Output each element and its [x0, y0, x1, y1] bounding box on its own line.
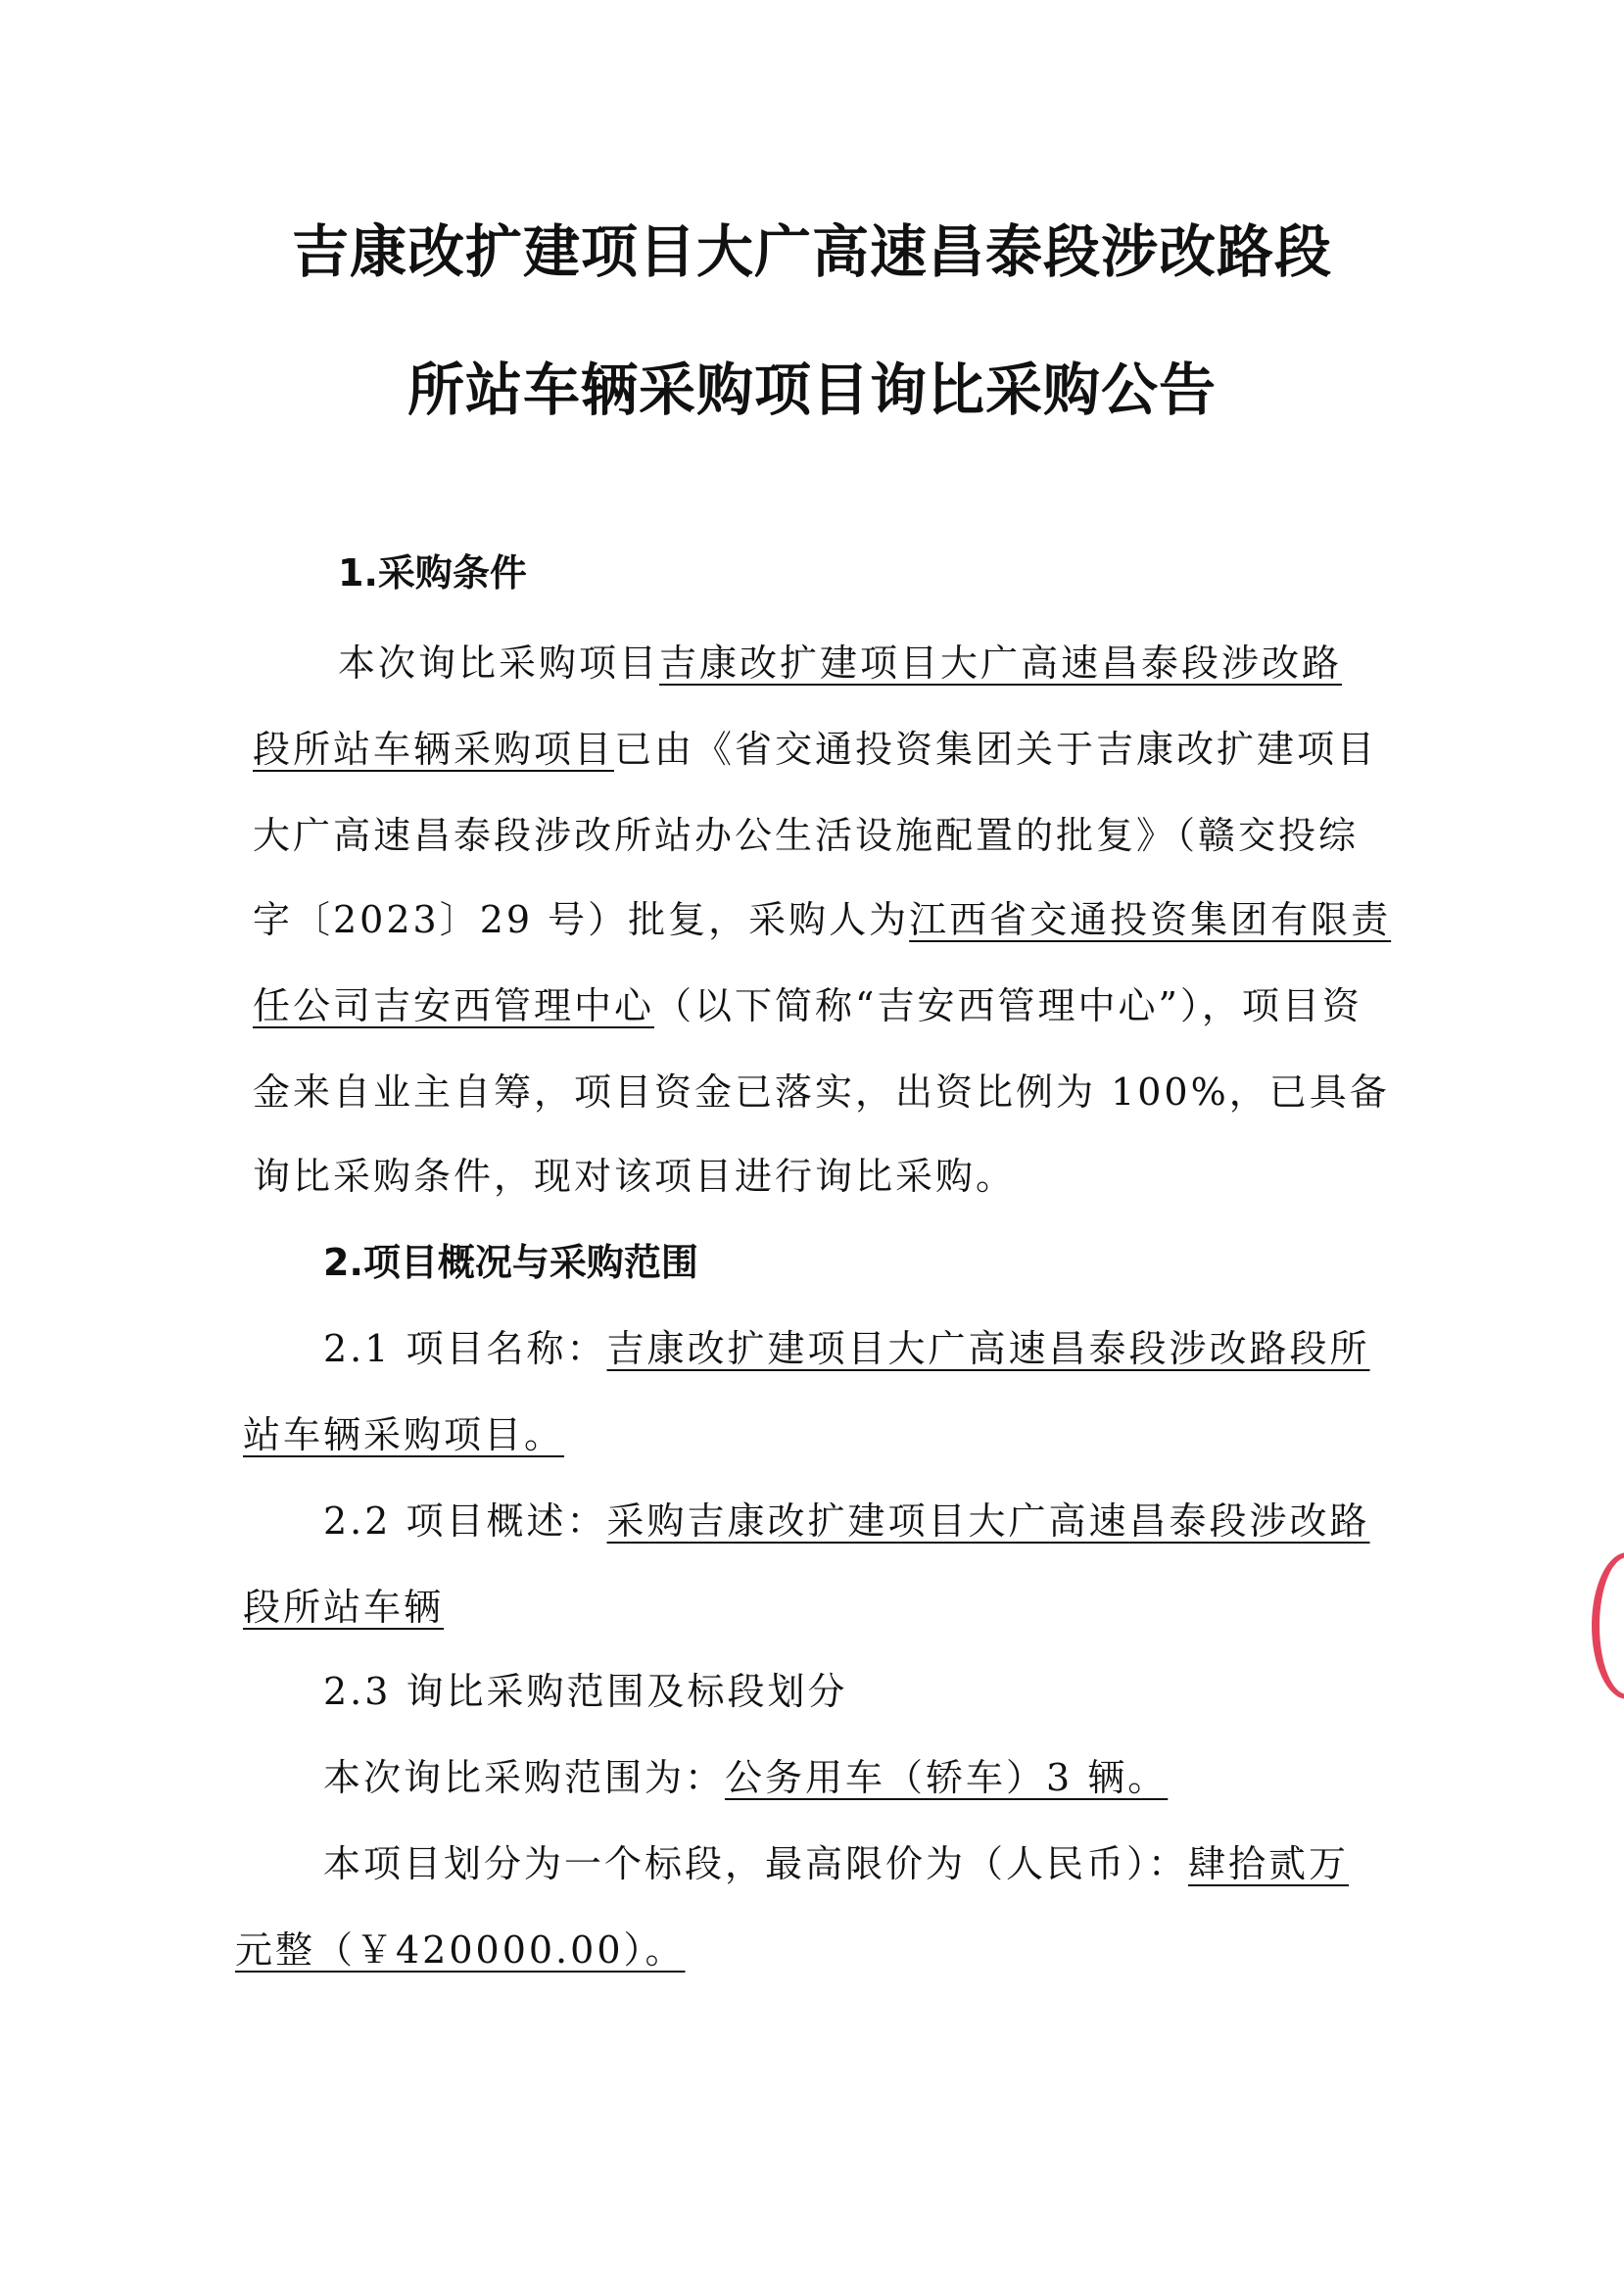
item-2-1-line-2 — [243, 1410, 564, 1459]
item-2-2-line-2 — [243, 1583, 444, 1632]
text-segment: （以下简称“吉安西管理中心”），项目资 — [654, 984, 1362, 1027]
purchaser-underlined-cont: 任公司吉安西管理中心 — [253, 984, 655, 1027]
item-2-1-line-1 — [323, 1324, 1370, 1373]
text-segment: 本项目划分为一个标段，最高限价为（人民币）： — [323, 1842, 1189, 1885]
item-2-3: 2.3 询比采购范围及标段划分 — [323, 1670, 848, 1713]
paragraph-1-line-7: 询比采购条件，现对该项目进行询比采购。 — [253, 1155, 1017, 1198]
price-limit-value-cont: 元整（￥420000.00）。 — [235, 1928, 686, 1972]
paragraph-1-line-2 — [253, 725, 1377, 774]
text-segment: 本次询比采购范围为： — [323, 1756, 726, 1799]
section-1-heading: 1.采购条件 — [338, 551, 527, 595]
project-overview-value-cont: 段所站车辆 — [243, 1586, 445, 1629]
project-overview-value: 采购吉康改扩建项目大广高速昌泰段涉改路 — [606, 1499, 1370, 1543]
price-limit-line-2 — [235, 1926, 686, 1974]
procurement-scope-line — [323, 1753, 1168, 1802]
document-title-line-1: 吉康改扩建项目大广高速昌泰段涉改路段 — [291, 218, 1332, 285]
paragraph-1-line-6: 金来自业主自筹，项目资金已落实，出资比例为 100%，已具备 — [253, 1070, 1390, 1114]
project-name-value: 吉康改扩建项目大广高速昌泰段涉改路段所 — [606, 1327, 1370, 1370]
paragraph-1-line-1 — [338, 639, 1342, 688]
red-seal-stamp-edge — [1592, 1552, 1624, 1699]
item-2-2-line-1 — [323, 1497, 1370, 1546]
purchaser-underlined: 江西省交通投资集团有限责 — [909, 898, 1392, 941]
project-name-underlined-cont: 段所站车辆采购项目 — [253, 728, 615, 771]
text-segment: 字〔2023〕29 号）批复，采购人为 — [253, 898, 910, 941]
document-title-line-2: 所站车辆采购项目询比采购公告 — [406, 357, 1217, 423]
section-2-heading: 2.项目概况与采购范围 — [323, 1241, 698, 1284]
paragraph-1-line-3: 大广高速昌泰段涉改所站办公生活设施配置的批复》（赣交投综 — [253, 814, 1360, 857]
text-segment: 2.1 项目名称： — [323, 1327, 607, 1370]
paragraph-1-line-4 — [253, 895, 1391, 944]
price-limit-value: 肆拾贰万 — [1188, 1842, 1350, 1885]
price-limit-line-1 — [323, 1839, 1349, 1888]
project-name-underlined: 吉康改扩建项目大广高速昌泰段涉改路 — [659, 642, 1343, 685]
paragraph-1-line-5 — [253, 981, 1362, 1030]
text-segment: 2.2 项目概述： — [323, 1499, 607, 1543]
project-name-value-cont: 站车辆采购项目。 — [243, 1413, 565, 1456]
procurement-scope-value: 公务用车（轿车）3 辆。 — [725, 1756, 1169, 1799]
text-segment: 本次询比采购项目 — [338, 642, 660, 685]
text-segment: 已由《省交通投资集团关于吉康改扩建项目 — [614, 728, 1378, 771]
